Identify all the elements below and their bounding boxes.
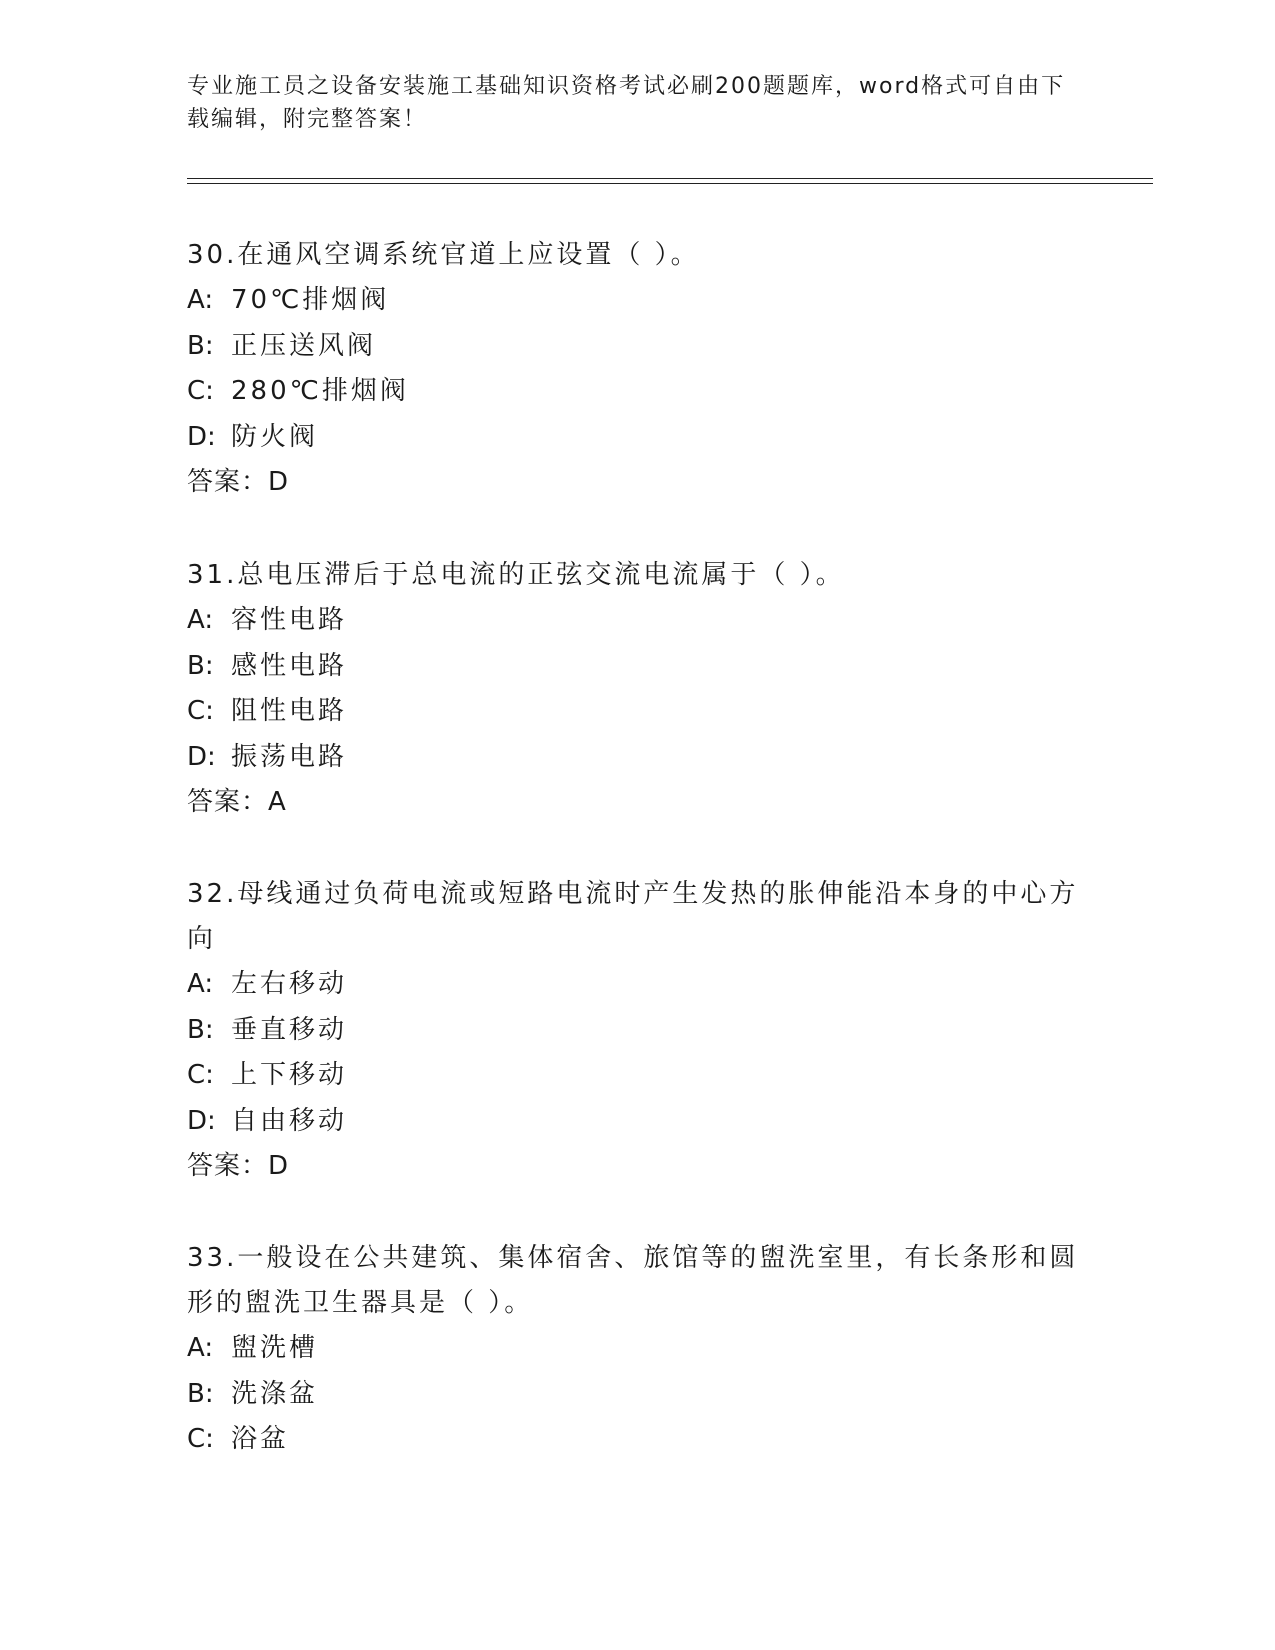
option-a [187, 598, 1087, 644]
option-text: 正压送风阀 [231, 330, 377, 361]
option-d [187, 735, 1087, 781]
option-key: A: [187, 605, 214, 635]
option-b [187, 644, 1087, 690]
option-key: C: [187, 1060, 214, 1090]
option-text: 洗涤盆 [231, 1378, 319, 1409]
option-text: 上下移动 [231, 1060, 348, 1090]
option-text: 振荡电路 [231, 741, 348, 772]
question-33 [187, 1236, 1087, 1463]
option-b [187, 1372, 1087, 1418]
option-key: A: [187, 969, 214, 999]
option-key: D: [187, 421, 216, 452]
option-key: B: [187, 1014, 214, 1045]
option-text: 自由移动 [231, 1105, 348, 1136]
option-c [187, 1053, 1087, 1099]
answer-line: 答案：A [187, 787, 287, 817]
option-text: 垂直移动 [231, 1014, 348, 1045]
option-text: 70℃排烟阀 [231, 285, 390, 315]
option-text: 感性电路 [231, 650, 348, 681]
option-key: A: [187, 1333, 214, 1363]
option-c [187, 689, 1087, 735]
answer-line: 答案：D [187, 1151, 290, 1181]
option-d [187, 415, 1087, 461]
option-key: C: [187, 376, 214, 406]
option-text: 280℃排烟阀 [231, 376, 409, 406]
option-key: D: [187, 741, 216, 772]
option-key: B: [187, 1378, 214, 1409]
option-key: C: [187, 696, 214, 726]
question-title: 32.母线通过负荷电流或短路电流时产生发热的胀伸能沿本身的中心方向 [187, 879, 1079, 954]
option-a [187, 962, 1087, 1008]
question-31 [187, 553, 1087, 825]
option-c [187, 369, 1087, 415]
option-a [187, 278, 1087, 324]
question-title: 33.一般设在公共建筑、集体宿舍、旅馆等的盥洗室里，有长条形和圆形的盥洗卫生器具是（ ）。 [187, 1243, 1079, 1318]
question-title: 30.在通风空调系统官道上应设置（ ）。 [187, 240, 700, 270]
option-key: A: [187, 285, 214, 315]
option-c [187, 1417, 1087, 1463]
option-key: B: [187, 330, 214, 361]
answer-line: 答案：D [187, 467, 290, 497]
option-text: 防火阀 [231, 421, 319, 452]
option-key: C: [187, 1424, 214, 1454]
option-a [187, 1326, 1087, 1372]
option-text: 盥洗槽 [231, 1333, 319, 1363]
option-text: 阻性电路 [231, 696, 348, 726]
option-d [187, 1099, 1087, 1145]
option-b [187, 324, 1087, 370]
option-text: 左右移动 [231, 969, 348, 999]
option-key: D: [187, 1105, 216, 1136]
document-header: 专业施工员之设备安装施工基础知识资格考试必刷200题题库，word格式可自由下载编辑，附完整答案！ [187, 74, 1066, 132]
header-divider-top [187, 178, 1153, 179]
option-b [187, 1008, 1087, 1054]
question-title: 31.总电压滞后于总电流的正弦交流电流属于（ ）。 [187, 560, 845, 590]
header-divider-bottom [187, 183, 1153, 184]
option-text: 浴盆 [231, 1424, 290, 1454]
option-key: B: [187, 650, 214, 681]
option-text: 容性电路 [231, 605, 348, 635]
question-30 [187, 233, 1087, 505]
question-32 [187, 872, 1087, 1189]
